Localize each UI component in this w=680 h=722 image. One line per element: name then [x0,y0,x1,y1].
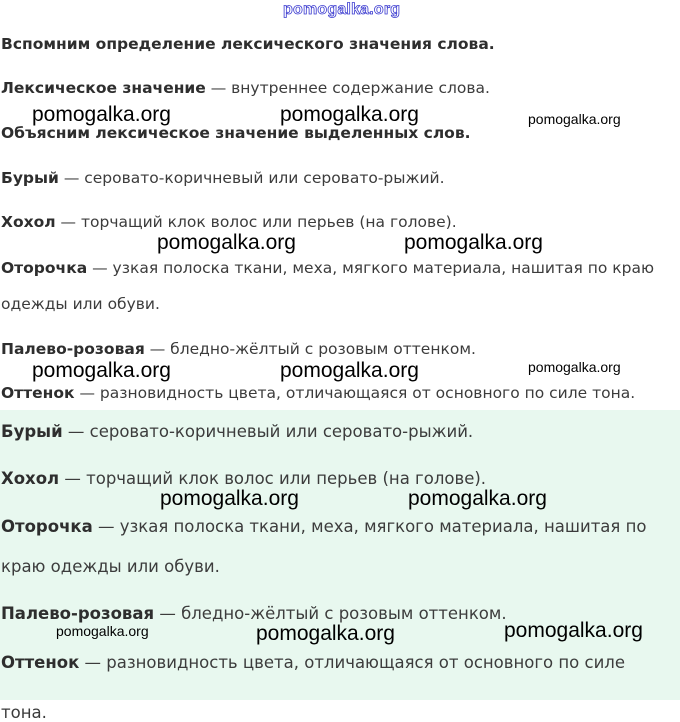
def-text: — серовато-коричневый или серовато-рыжий. [62,422,474,441]
watermark: pomogalka.org [408,487,547,510]
def-continuation: тона. [1,702,47,722]
def-item [1,604,507,623]
def-term: Бурый [1,169,59,187]
watermark: pomogalka.org [160,487,299,510]
watermark: pomogalka.org [256,622,395,645]
definition-text: — внутреннее содержание слова. [205,79,490,97]
def-text: — торчащий клок волос или перьев (на голове). [59,469,487,488]
def-term: Палево-розовая [1,340,145,358]
def-term: Хохол [1,213,56,231]
def-text: — бледно-жёлтый с розовым оттенком. [144,340,476,358]
watermark: pomogalka.org [56,623,149,639]
definition-term: Лексическое значение [1,79,206,97]
def-term: Хохол [1,469,60,488]
explain-heading: Объясним лексическое значение выделенных слов. [1,124,471,142]
def-text: — бледно-жёлтый с розовым оттенком. [154,604,507,623]
def-item [1,213,457,231]
def-item [1,259,654,277]
watermark: pomogalka.org [280,359,419,382]
def-text: — серовато-коричневый или серовато-рыжий. [58,169,445,187]
def-item [1,653,625,672]
watermark: pomogalka.org [32,359,171,382]
def-item [1,169,445,187]
definition-line [1,79,490,97]
def-text: — разновидность цвета, отличающаяся от основного по силе [79,653,626,672]
watermark: pomogalka.org [280,103,419,126]
def-text: — торчащий клок волос или перьев (на голове). [55,213,457,231]
def-item [1,340,476,358]
def-term: Оттенок [1,384,75,402]
def-item [1,422,473,441]
header-watermark: pomogalka.org [283,1,401,18]
watermark: pomogalka.org [528,111,621,127]
def-term: Оторочка [1,517,93,536]
def-text: — узкая полоска ткани, меха, мягкого материала, нашитая по краю [87,259,655,277]
def-term: Бурый [1,422,63,441]
def-term: Оторочка [1,259,88,277]
def-text: — разновидность цвета, отличающаяся от основного по силе тона. [74,384,636,402]
watermark: pomogalka.org [157,231,296,254]
def-term: Оттенок [1,653,80,672]
def-item [1,384,635,402]
def-item [1,517,646,536]
watermark: pomogalka.org [528,359,621,375]
watermark: pomogalka.org [32,103,171,126]
def-continuation: одежды или обуви. [1,295,160,313]
watermark: pomogalka.org [504,619,643,642]
intro-heading: Вспомним определение лексического значения слова. [1,35,495,53]
def-text: — узкая полоска ткани, меха, мягкого материала, нашитая по [92,517,647,536]
def-item [1,469,486,488]
def-continuation: краю одежды или обуви. [1,557,220,576]
watermark: pomogalka.org [404,231,543,254]
def-term: Палево-розовая [1,604,155,623]
